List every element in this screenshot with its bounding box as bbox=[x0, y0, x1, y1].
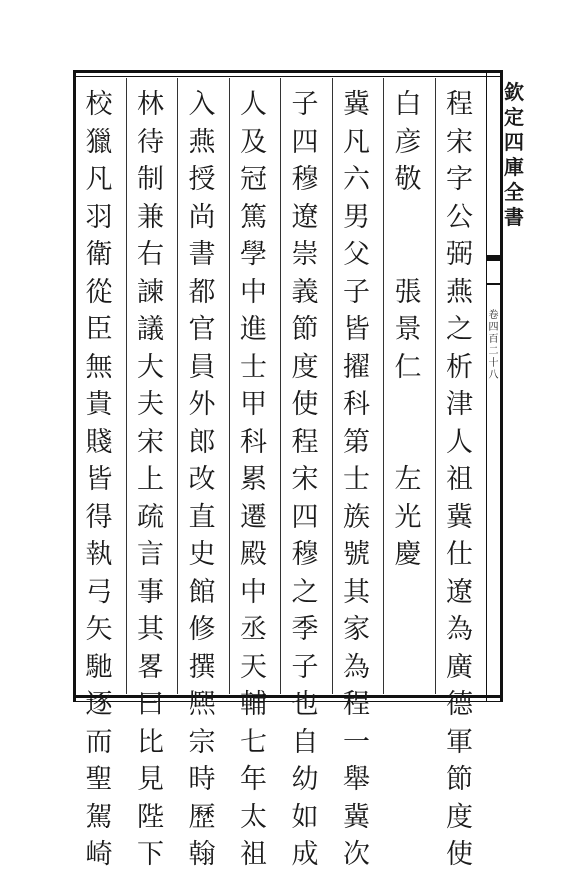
glyph: 白 bbox=[394, 89, 422, 120]
glyph: 四 bbox=[291, 126, 319, 158]
glyph: 子 bbox=[291, 89, 319, 120]
glyph: 其 bbox=[137, 614, 164, 645]
glyph: 年 bbox=[240, 764, 267, 795]
column-rule bbox=[435, 78, 436, 694]
glyph: 冀 bbox=[446, 501, 473, 533]
frame-border-left bbox=[73, 70, 76, 702]
column-rule bbox=[383, 78, 384, 694]
glyph: 其 bbox=[343, 576, 370, 608]
glyph bbox=[395, 236, 422, 274]
glyph: 中 bbox=[240, 576, 267, 608]
text-column bbox=[440, 86, 480, 874]
glyph: 弼 bbox=[446, 239, 473, 270]
glyph: 節 bbox=[291, 314, 319, 345]
glyph: 慶 bbox=[394, 539, 422, 570]
glyph: 穆 bbox=[291, 539, 319, 570]
glyph: 館 bbox=[188, 576, 216, 608]
column-rule bbox=[332, 78, 333, 694]
glyph: 事 bbox=[137, 576, 164, 608]
glyph: 羽 bbox=[85, 201, 113, 233]
glyph: 尚 bbox=[188, 201, 216, 233]
glyph: 二 bbox=[488, 346, 499, 357]
glyph: 程 bbox=[291, 426, 319, 458]
glyph: 弓 bbox=[85, 576, 113, 608]
glyph: 兼 bbox=[137, 201, 164, 233]
glyph: 公 bbox=[446, 201, 473, 233]
glyph: 夫 bbox=[137, 389, 164, 420]
glyph: 人 bbox=[446, 426, 473, 458]
glyph: 篤 bbox=[240, 201, 267, 233]
glyph: 敬 bbox=[394, 164, 422, 195]
glyph bbox=[395, 386, 422, 424]
glyph: 津 bbox=[446, 389, 473, 420]
glyph: 左 bbox=[394, 464, 422, 495]
glyph: 授 bbox=[188, 164, 216, 195]
glyph: 議 bbox=[137, 314, 164, 345]
glyph: 下 bbox=[137, 839, 164, 870]
glyph: 卷 bbox=[488, 310, 499, 321]
glyph: 燕 bbox=[188, 126, 216, 158]
glyph: 皆 bbox=[85, 464, 113, 495]
glyph: 男 bbox=[343, 201, 370, 233]
glyph: 仕 bbox=[446, 539, 473, 570]
glyph: 百 bbox=[488, 334, 499, 345]
glyph: 輔 bbox=[240, 689, 267, 720]
glyph: 丞 bbox=[240, 614, 267, 645]
glyph: 舉 bbox=[343, 764, 370, 795]
glyph: 得 bbox=[85, 501, 113, 533]
glyph: 熈 bbox=[188, 689, 216, 720]
text-column bbox=[285, 86, 325, 874]
glyph: 使 bbox=[291, 389, 319, 420]
glyph: 軍 bbox=[446, 726, 473, 758]
glyph: 外 bbox=[188, 389, 216, 420]
glyph: 郎 bbox=[188, 426, 216, 458]
text-column bbox=[388, 86, 428, 574]
glyph: 員 bbox=[188, 351, 216, 383]
glyph: 待 bbox=[137, 126, 164, 158]
glyph: 士 bbox=[240, 351, 267, 383]
glyph: 右 bbox=[137, 239, 164, 270]
glyph: 入 bbox=[188, 89, 216, 120]
glyph: 宋 bbox=[291, 464, 319, 495]
glyph: 執 bbox=[85, 539, 113, 570]
text-column bbox=[337, 86, 377, 874]
frame-border-top-inner bbox=[73, 76, 503, 77]
glyph: 族 bbox=[343, 501, 370, 533]
glyph: 言 bbox=[137, 539, 164, 570]
column-rule bbox=[229, 78, 230, 694]
glyph: 遼 bbox=[291, 201, 319, 233]
glyph: 甲 bbox=[240, 389, 267, 420]
glyph: 德 bbox=[446, 689, 473, 720]
glyph: 父 bbox=[343, 239, 370, 270]
frame-border-center-fold bbox=[486, 70, 487, 702]
glyph: 進 bbox=[240, 314, 267, 345]
glyph: 使 bbox=[446, 839, 473, 870]
glyph: 仁 bbox=[394, 351, 422, 383]
glyph: 燕 bbox=[446, 276, 473, 308]
glyph: 時 bbox=[188, 764, 216, 795]
glyph: 廣 bbox=[446, 651, 473, 683]
column-rule bbox=[126, 78, 127, 694]
frame-border-top bbox=[73, 70, 503, 73]
glyph: 比 bbox=[137, 726, 164, 758]
glyph: 第 bbox=[343, 426, 370, 458]
glyph: 矢 bbox=[85, 614, 113, 645]
juan-label bbox=[487, 310, 500, 382]
glyph: 史 bbox=[188, 539, 216, 570]
glyph: 改 bbox=[188, 464, 216, 495]
glyph: 都 bbox=[188, 276, 216, 308]
glyph: 馳 bbox=[85, 651, 113, 683]
text-column bbox=[79, 86, 119, 874]
glyph: 林 bbox=[137, 89, 164, 120]
glyph: 析 bbox=[446, 351, 473, 383]
glyph: 書 bbox=[504, 205, 524, 229]
glyph: 冠 bbox=[240, 164, 267, 195]
glyph: 字 bbox=[446, 164, 473, 195]
glyph bbox=[395, 424, 422, 462]
glyph: 號 bbox=[343, 539, 370, 570]
glyph: 定 bbox=[504, 105, 524, 129]
glyph: 科 bbox=[343, 389, 370, 420]
glyph: 彦 bbox=[394, 126, 422, 158]
glyph: 一 bbox=[343, 726, 370, 758]
glyph: 之 bbox=[446, 314, 473, 345]
text-column bbox=[234, 86, 274, 874]
glyph: 歷 bbox=[188, 801, 216, 833]
glyph: 六 bbox=[343, 164, 370, 195]
glyph: 畧 bbox=[137, 651, 164, 683]
glyph: 季 bbox=[291, 614, 319, 645]
glyph: 張 bbox=[394, 276, 422, 308]
glyph: 度 bbox=[446, 801, 473, 833]
glyph: 家 bbox=[343, 614, 370, 645]
glyph: 遼 bbox=[446, 576, 473, 608]
glyph: 駕 bbox=[85, 801, 113, 833]
glyph: 十 bbox=[488, 358, 499, 369]
glyph: 衛 bbox=[85, 239, 113, 270]
glyph: 校 bbox=[85, 89, 113, 120]
text-column bbox=[131, 86, 171, 874]
glyph: 全 bbox=[504, 180, 524, 204]
glyph: 義 bbox=[291, 276, 319, 308]
glyph: 子 bbox=[343, 276, 370, 308]
glyph: 士 bbox=[343, 464, 370, 495]
glyph: 而 bbox=[85, 726, 113, 758]
glyph: 之 bbox=[291, 576, 319, 608]
glyph: 崎 bbox=[85, 839, 113, 870]
glyph: 穆 bbox=[291, 164, 319, 195]
glyph: 中 bbox=[240, 276, 267, 308]
glyph: 從 bbox=[85, 276, 113, 308]
glyph: 宋 bbox=[446, 126, 473, 158]
glyph: 修 bbox=[188, 614, 216, 645]
glyph: 及 bbox=[240, 126, 267, 158]
glyph: 貴 bbox=[85, 389, 113, 420]
glyph: 宋 bbox=[137, 426, 164, 458]
glyph: 撰 bbox=[188, 651, 216, 683]
glyph: 庫 bbox=[504, 155, 524, 179]
glyph: 臣 bbox=[85, 314, 113, 345]
glyph: 為 bbox=[343, 651, 370, 683]
glyph: 賤 bbox=[85, 426, 113, 458]
glyph: 獵 bbox=[85, 126, 113, 158]
glyph: 節 bbox=[446, 764, 473, 795]
glyph: 如 bbox=[291, 801, 319, 833]
glyph: 冀 bbox=[343, 89, 370, 120]
fish-tail-mark bbox=[487, 255, 500, 285]
glyph: 科 bbox=[240, 426, 267, 458]
glyph: 自 bbox=[291, 726, 319, 758]
glyph: 為 bbox=[446, 614, 473, 645]
glyph: 八 bbox=[488, 370, 499, 381]
column-rule bbox=[280, 78, 281, 694]
glyph: 四 bbox=[488, 322, 499, 333]
glyph: 制 bbox=[137, 164, 164, 195]
glyph: 太 bbox=[240, 801, 267, 833]
glyph: 無 bbox=[85, 351, 113, 383]
glyph: 程 bbox=[343, 689, 370, 720]
glyph: 官 bbox=[188, 314, 216, 345]
glyph: 人 bbox=[240, 89, 267, 120]
glyph: 書 bbox=[188, 239, 216, 270]
glyph: 祖 bbox=[446, 464, 473, 495]
glyph: 聖 bbox=[85, 764, 113, 795]
glyph: 疏 bbox=[137, 501, 164, 533]
glyph: 宗 bbox=[188, 726, 216, 758]
glyph: 凡 bbox=[85, 164, 113, 195]
glyph: 學 bbox=[240, 239, 267, 270]
glyph: 程 bbox=[446, 89, 473, 120]
glyph: 皆 bbox=[343, 314, 370, 345]
glyph: 崇 bbox=[291, 239, 319, 270]
glyph: 諫 bbox=[137, 276, 164, 308]
glyph: 凡 bbox=[343, 126, 370, 158]
library-title bbox=[503, 80, 525, 230]
glyph: 上 bbox=[137, 464, 164, 495]
column-rule bbox=[177, 78, 178, 694]
glyph: 四 bbox=[291, 501, 319, 533]
glyph: 曰 bbox=[137, 689, 164, 720]
glyph: 次 bbox=[343, 839, 370, 870]
glyph: 七 bbox=[240, 726, 267, 758]
glyph: 四 bbox=[504, 130, 524, 154]
glyph: 祖 bbox=[240, 839, 267, 870]
glyph: 擢 bbox=[343, 351, 370, 383]
glyph: 殿 bbox=[240, 539, 267, 570]
text-column bbox=[182, 86, 222, 874]
glyph: 光 bbox=[394, 501, 422, 533]
glyph bbox=[395, 199, 422, 237]
glyph: 冀 bbox=[343, 801, 370, 833]
glyph: 累 bbox=[240, 464, 267, 495]
glyph: 直 bbox=[188, 501, 216, 533]
glyph: 幼 bbox=[291, 764, 319, 795]
glyph: 大 bbox=[137, 351, 164, 383]
glyph: 子 bbox=[291, 651, 319, 683]
glyph: 欽 bbox=[504, 80, 524, 104]
glyph: 逐 bbox=[85, 689, 113, 720]
glyph: 景 bbox=[394, 314, 422, 345]
glyph: 度 bbox=[291, 351, 319, 383]
glyph: 翰 bbox=[188, 839, 216, 870]
glyph: 也 bbox=[291, 689, 319, 720]
glyph: 見 bbox=[137, 764, 164, 795]
glyph: 成 bbox=[291, 839, 319, 870]
glyph: 遷 bbox=[240, 501, 267, 533]
glyph: 陛 bbox=[137, 801, 164, 833]
glyph: 天 bbox=[240, 651, 267, 683]
